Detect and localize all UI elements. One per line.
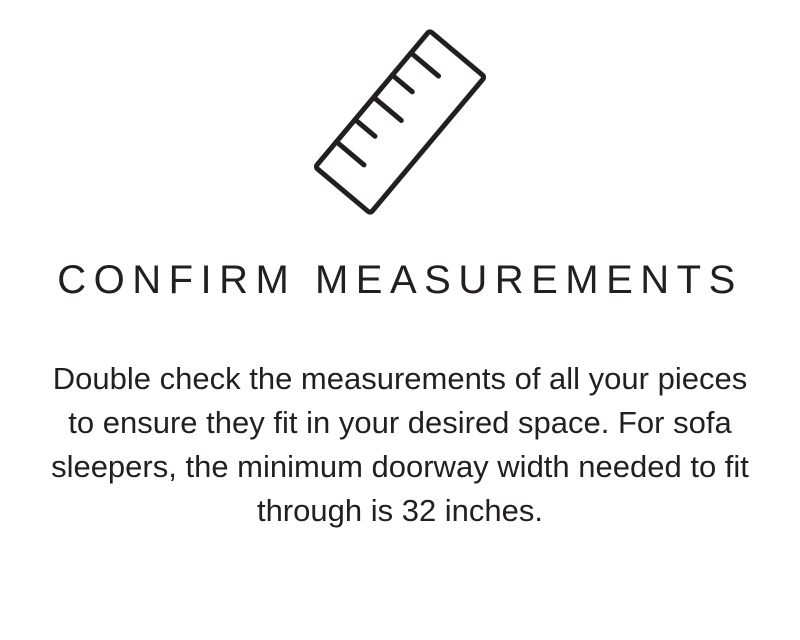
body-text: Double check the measurements of all your pieces to ensure they fit in your desired space. For sofa sleepers, the minimum doorway width needed to fit through is 32 inches.	[51, 360, 749, 528]
ruler-icon	[270, 22, 530, 222]
page-title: CONFIRM MEASUREMENTS	[57, 258, 743, 302]
